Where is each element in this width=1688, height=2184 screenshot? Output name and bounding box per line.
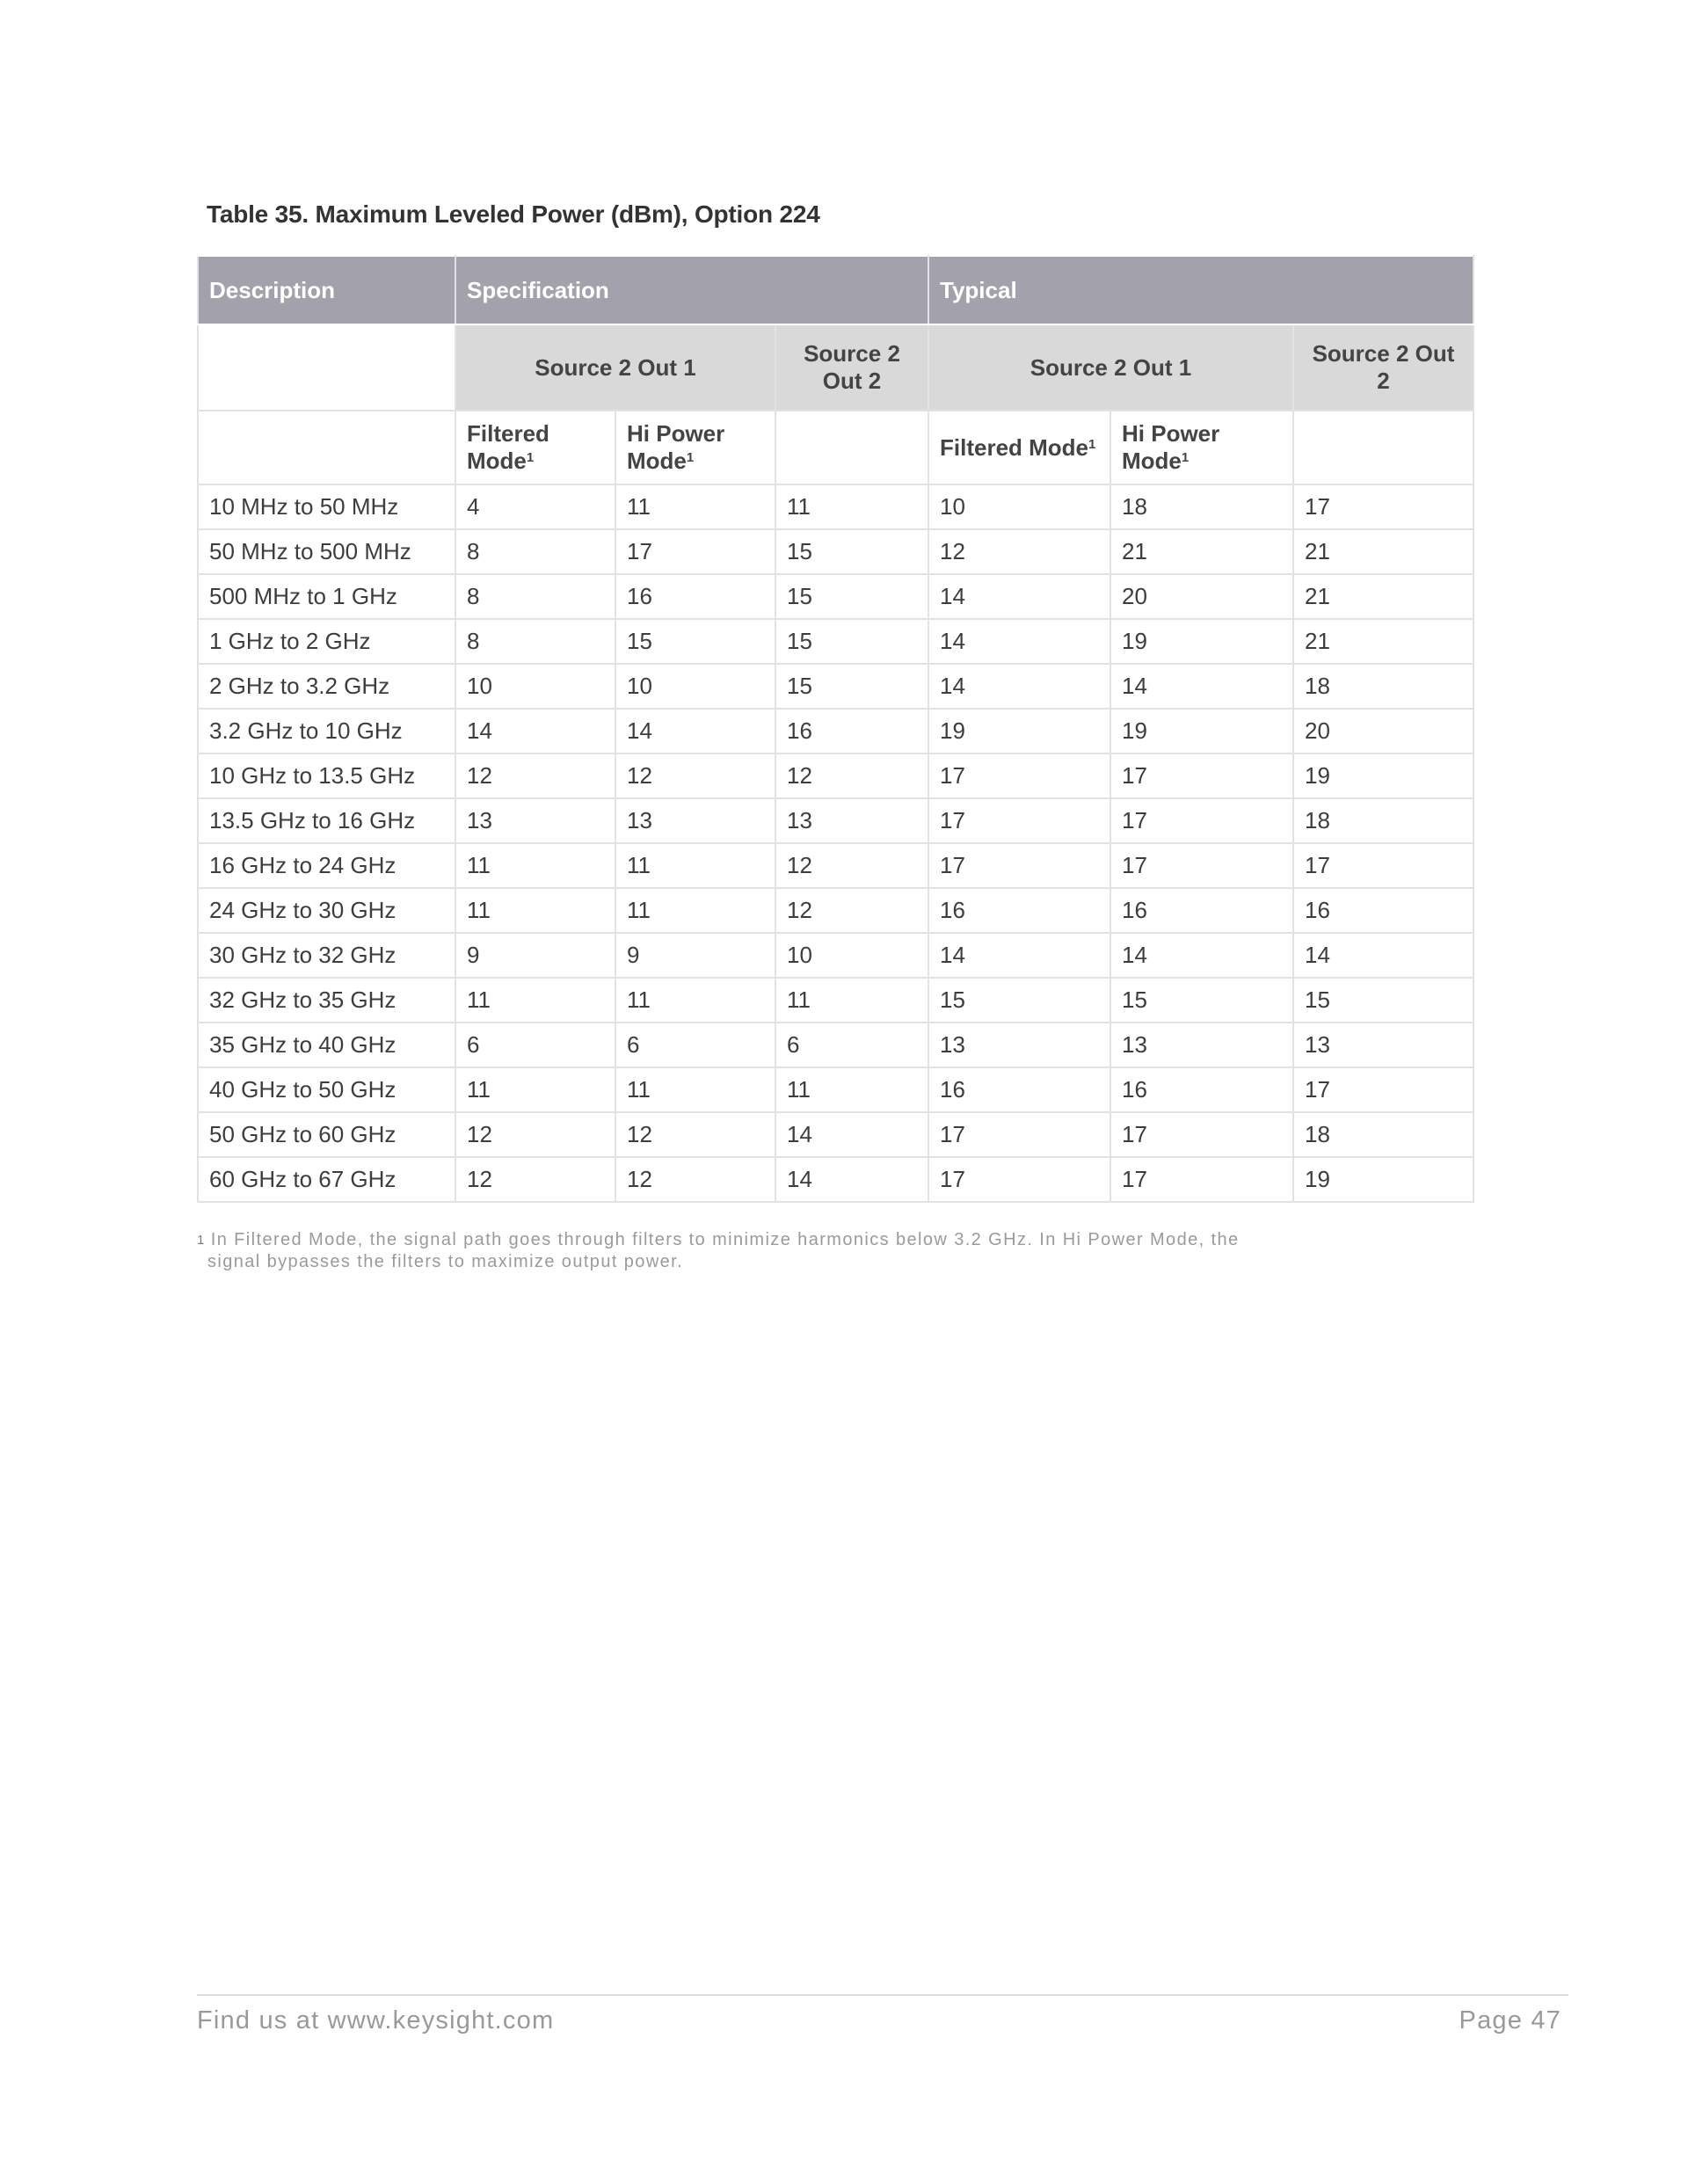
cell-value: 10 [455, 664, 615, 709]
cell-range: 2 GHz to 3.2 GHz [198, 664, 455, 709]
cell-value: 15 [1293, 978, 1473, 1023]
table-row [198, 753, 1473, 798]
cell-range: 500 MHz to 1 GHz [198, 574, 455, 619]
cell-value: 15 [775, 574, 928, 619]
cell-value: 12 [455, 1157, 615, 1202]
cell-value: 18 [1293, 798, 1473, 843]
cell-value: 16 [928, 1067, 1110, 1112]
header-row-main [198, 256, 1473, 324]
table-row [198, 933, 1473, 978]
cell-value: 17 [928, 798, 1110, 843]
footnote-text-line1: In Filtered Mode, the signal path goes through filters to minimize harmonics below 3.2 GHz. In Hi Power Mode, the [210, 1230, 1240, 1249]
cell-value: 17 [1110, 843, 1293, 888]
table-row [198, 529, 1473, 574]
header-spec-hi-power-mode: Hi Power Mode$^1$ [615, 411, 775, 484]
cell-range: 10 GHz to 13.5 GHz [198, 753, 455, 798]
cell-value: 14 [775, 1157, 928, 1202]
cell-value: 10 [775, 933, 928, 978]
cell-value: 20 [1110, 574, 1293, 619]
cell-range: 24 GHz to 30 GHz [198, 888, 455, 933]
cell-value: 12 [928, 529, 1110, 574]
cell-range: 60 GHz to 67 GHz [198, 1157, 455, 1202]
cell-value: 14 [775, 1112, 928, 1157]
cell-value: 20 [1293, 709, 1473, 753]
cell-value: 19 [1110, 709, 1293, 753]
table-body [198, 484, 1473, 1202]
cell-value: 14 [928, 664, 1110, 709]
cell-value: 17 [1293, 843, 1473, 888]
cell-value: 17 [928, 1157, 1110, 1202]
header-row-mode [198, 411, 1473, 484]
table-title: Table 35. Maximum Leveled Power (dBm), Option 224 [207, 200, 820, 228]
cell-value: 11 [455, 978, 615, 1023]
cell-value: 13 [775, 798, 928, 843]
cell-value: 18 [1110, 484, 1293, 529]
cell-value: 21 [1293, 529, 1473, 574]
table-row [198, 664, 1473, 709]
header-empty-cell [775, 411, 928, 484]
cell-value: 12 [615, 753, 775, 798]
cell-range: 1 GHz to 2 GHz [198, 619, 455, 664]
table-row [198, 709, 1473, 753]
cell-value: 15 [928, 978, 1110, 1023]
cell-value: 14 [455, 709, 615, 753]
header-typ-source2-out1: Source 2 Out 1 [928, 324, 1293, 411]
cell-value: 17 [928, 753, 1110, 798]
cell-value: 12 [775, 888, 928, 933]
cell-range: 35 GHz to 40 GHz [198, 1023, 455, 1067]
cell-value: 11 [615, 888, 775, 933]
cell-value: 15 [775, 529, 928, 574]
cell-value: 12 [455, 1112, 615, 1157]
cell-value: 16 [615, 574, 775, 619]
cell-value: 19 [928, 709, 1110, 753]
cell-range: 3.2 GHz to 10 GHz [198, 709, 455, 753]
cell-range: 40 GHz to 50 GHz [198, 1067, 455, 1112]
cell-value: 19 [1110, 619, 1293, 664]
table-row [198, 1023, 1473, 1067]
cell-value: 12 [615, 1112, 775, 1157]
table-row [198, 1067, 1473, 1112]
cell-value: 17 [1293, 1067, 1473, 1112]
header-typical: Typical [928, 256, 1473, 324]
table-row [198, 1112, 1473, 1157]
cell-value: 13 [928, 1023, 1110, 1067]
cell-value: 13 [1293, 1023, 1473, 1067]
cell-value: 8 [455, 529, 615, 574]
cell-value: 11 [615, 484, 775, 529]
footer-website: Find us at www.keysight.com [197, 2006, 555, 2035]
cell-value: 11 [775, 1067, 928, 1112]
cell-value: 16 [1110, 1067, 1293, 1112]
cell-value: 17 [1293, 484, 1473, 529]
cell-value: 15 [1110, 978, 1293, 1023]
table-row [198, 888, 1473, 933]
cell-value: 8 [455, 619, 615, 664]
header-spec-source2-out1: Source 2 Out 1 [455, 324, 775, 411]
table-row [198, 574, 1473, 619]
cell-value: 19 [1293, 1157, 1473, 1202]
cell-value: 14 [1110, 664, 1293, 709]
cell-value: 16 [928, 888, 1110, 933]
cell-range: 16 GHz to 24 GHz [198, 843, 455, 888]
header-empty-cell [198, 411, 455, 484]
header-empty-cell [1293, 411, 1473, 484]
cell-value: 18 [1293, 664, 1473, 709]
header-specification: Specification [455, 256, 928, 324]
cell-range: 50 GHz to 60 GHz [198, 1112, 455, 1157]
cell-value: 16 [1293, 888, 1473, 933]
cell-value: 9 [615, 933, 775, 978]
cell-value: 14 [615, 709, 775, 753]
cell-value: 11 [775, 484, 928, 529]
cell-value: 12 [775, 843, 928, 888]
cell-value: 4 [455, 484, 615, 529]
power-table [197, 255, 1474, 1203]
cell-value: 19 [1293, 753, 1473, 798]
cell-value: 18 [1293, 1112, 1473, 1157]
cell-value: 13 [615, 798, 775, 843]
cell-value: 13 [1110, 1023, 1293, 1067]
cell-value: 21 [1293, 574, 1473, 619]
cell-range: 13.5 GHz to 16 GHz [198, 798, 455, 843]
cell-value: 6 [615, 1023, 775, 1067]
cell-value: 14 [1110, 933, 1293, 978]
table-row [198, 1157, 1473, 1202]
cell-value: 13 [455, 798, 615, 843]
cell-value: 17 [1110, 1157, 1293, 1202]
cell-value: 9 [455, 933, 615, 978]
cell-value: 12 [615, 1157, 775, 1202]
header-description: Description [198, 256, 455, 324]
cell-value: 16 [1110, 888, 1293, 933]
cell-value: 17 [615, 529, 775, 574]
table-row [198, 843, 1473, 888]
page-number: Page 47 [1459, 2006, 1561, 2035]
cell-range: 10 MHz to 50 MHz [198, 484, 455, 529]
header-typ-source2-out2: Source 2 Out 2 [1293, 324, 1473, 411]
cell-value: 15 [775, 664, 928, 709]
cell-range: 50 MHz to 500 MHz [198, 529, 455, 574]
footnote-marker: 1 [197, 1233, 206, 1248]
cell-value: 11 [455, 843, 615, 888]
cell-value: 6 [455, 1023, 615, 1067]
cell-value: 14 [1293, 933, 1473, 978]
cell-value: 12 [455, 753, 615, 798]
header-typ-hi-power-mode: Hi Power Mode$^1$ [1110, 411, 1293, 484]
cell-value: 17 [928, 843, 1110, 888]
footnote [197, 1229, 1366, 1273]
cell-value: 14 [928, 619, 1110, 664]
header-spec-source2-out2: Source 2 Out 2 [775, 324, 928, 411]
cell-value: 17 [928, 1112, 1110, 1157]
cell-value: 8 [455, 574, 615, 619]
cell-value: 11 [615, 843, 775, 888]
cell-value: 21 [1293, 619, 1473, 664]
table-row [198, 484, 1473, 529]
header-empty-cell [198, 324, 455, 411]
cell-value: 14 [928, 933, 1110, 978]
cell-value: 21 [1110, 529, 1293, 574]
cell-value: 17 [1110, 798, 1293, 843]
cell-value: 15 [775, 619, 928, 664]
cell-value: 15 [615, 619, 775, 664]
cell-value: 17 [1110, 753, 1293, 798]
cell-value: 12 [775, 753, 928, 798]
cell-value: 11 [455, 888, 615, 933]
cell-value: 11 [775, 978, 928, 1023]
footnote-text-line2: signal bypasses the filters to maximize output power. [207, 1252, 684, 1271]
cell-value: 10 [615, 664, 775, 709]
cell-value: 17 [1110, 1112, 1293, 1157]
header-row-source [198, 324, 1473, 411]
table-row [198, 619, 1473, 664]
cell-range: 32 GHz to 35 GHz [198, 978, 455, 1023]
cell-value: 11 [455, 1067, 615, 1112]
header-spec-filtered-mode: Filtered Mode$^1$ [455, 411, 615, 484]
cell-value: 14 [928, 574, 1110, 619]
cell-value: 16 [775, 709, 928, 753]
cell-range: 30 GHz to 32 GHz [198, 933, 455, 978]
table-row [198, 978, 1473, 1023]
cell-value: 11 [615, 978, 775, 1023]
cell-value: 10 [928, 484, 1110, 529]
header-typ-filtered-mode: Filtered Mode$^1$ [928, 411, 1110, 484]
footer-divider [197, 1994, 1568, 1996]
cell-value: 11 [615, 1067, 775, 1112]
table-row [198, 798, 1473, 843]
cell-value: 6 [775, 1023, 928, 1067]
